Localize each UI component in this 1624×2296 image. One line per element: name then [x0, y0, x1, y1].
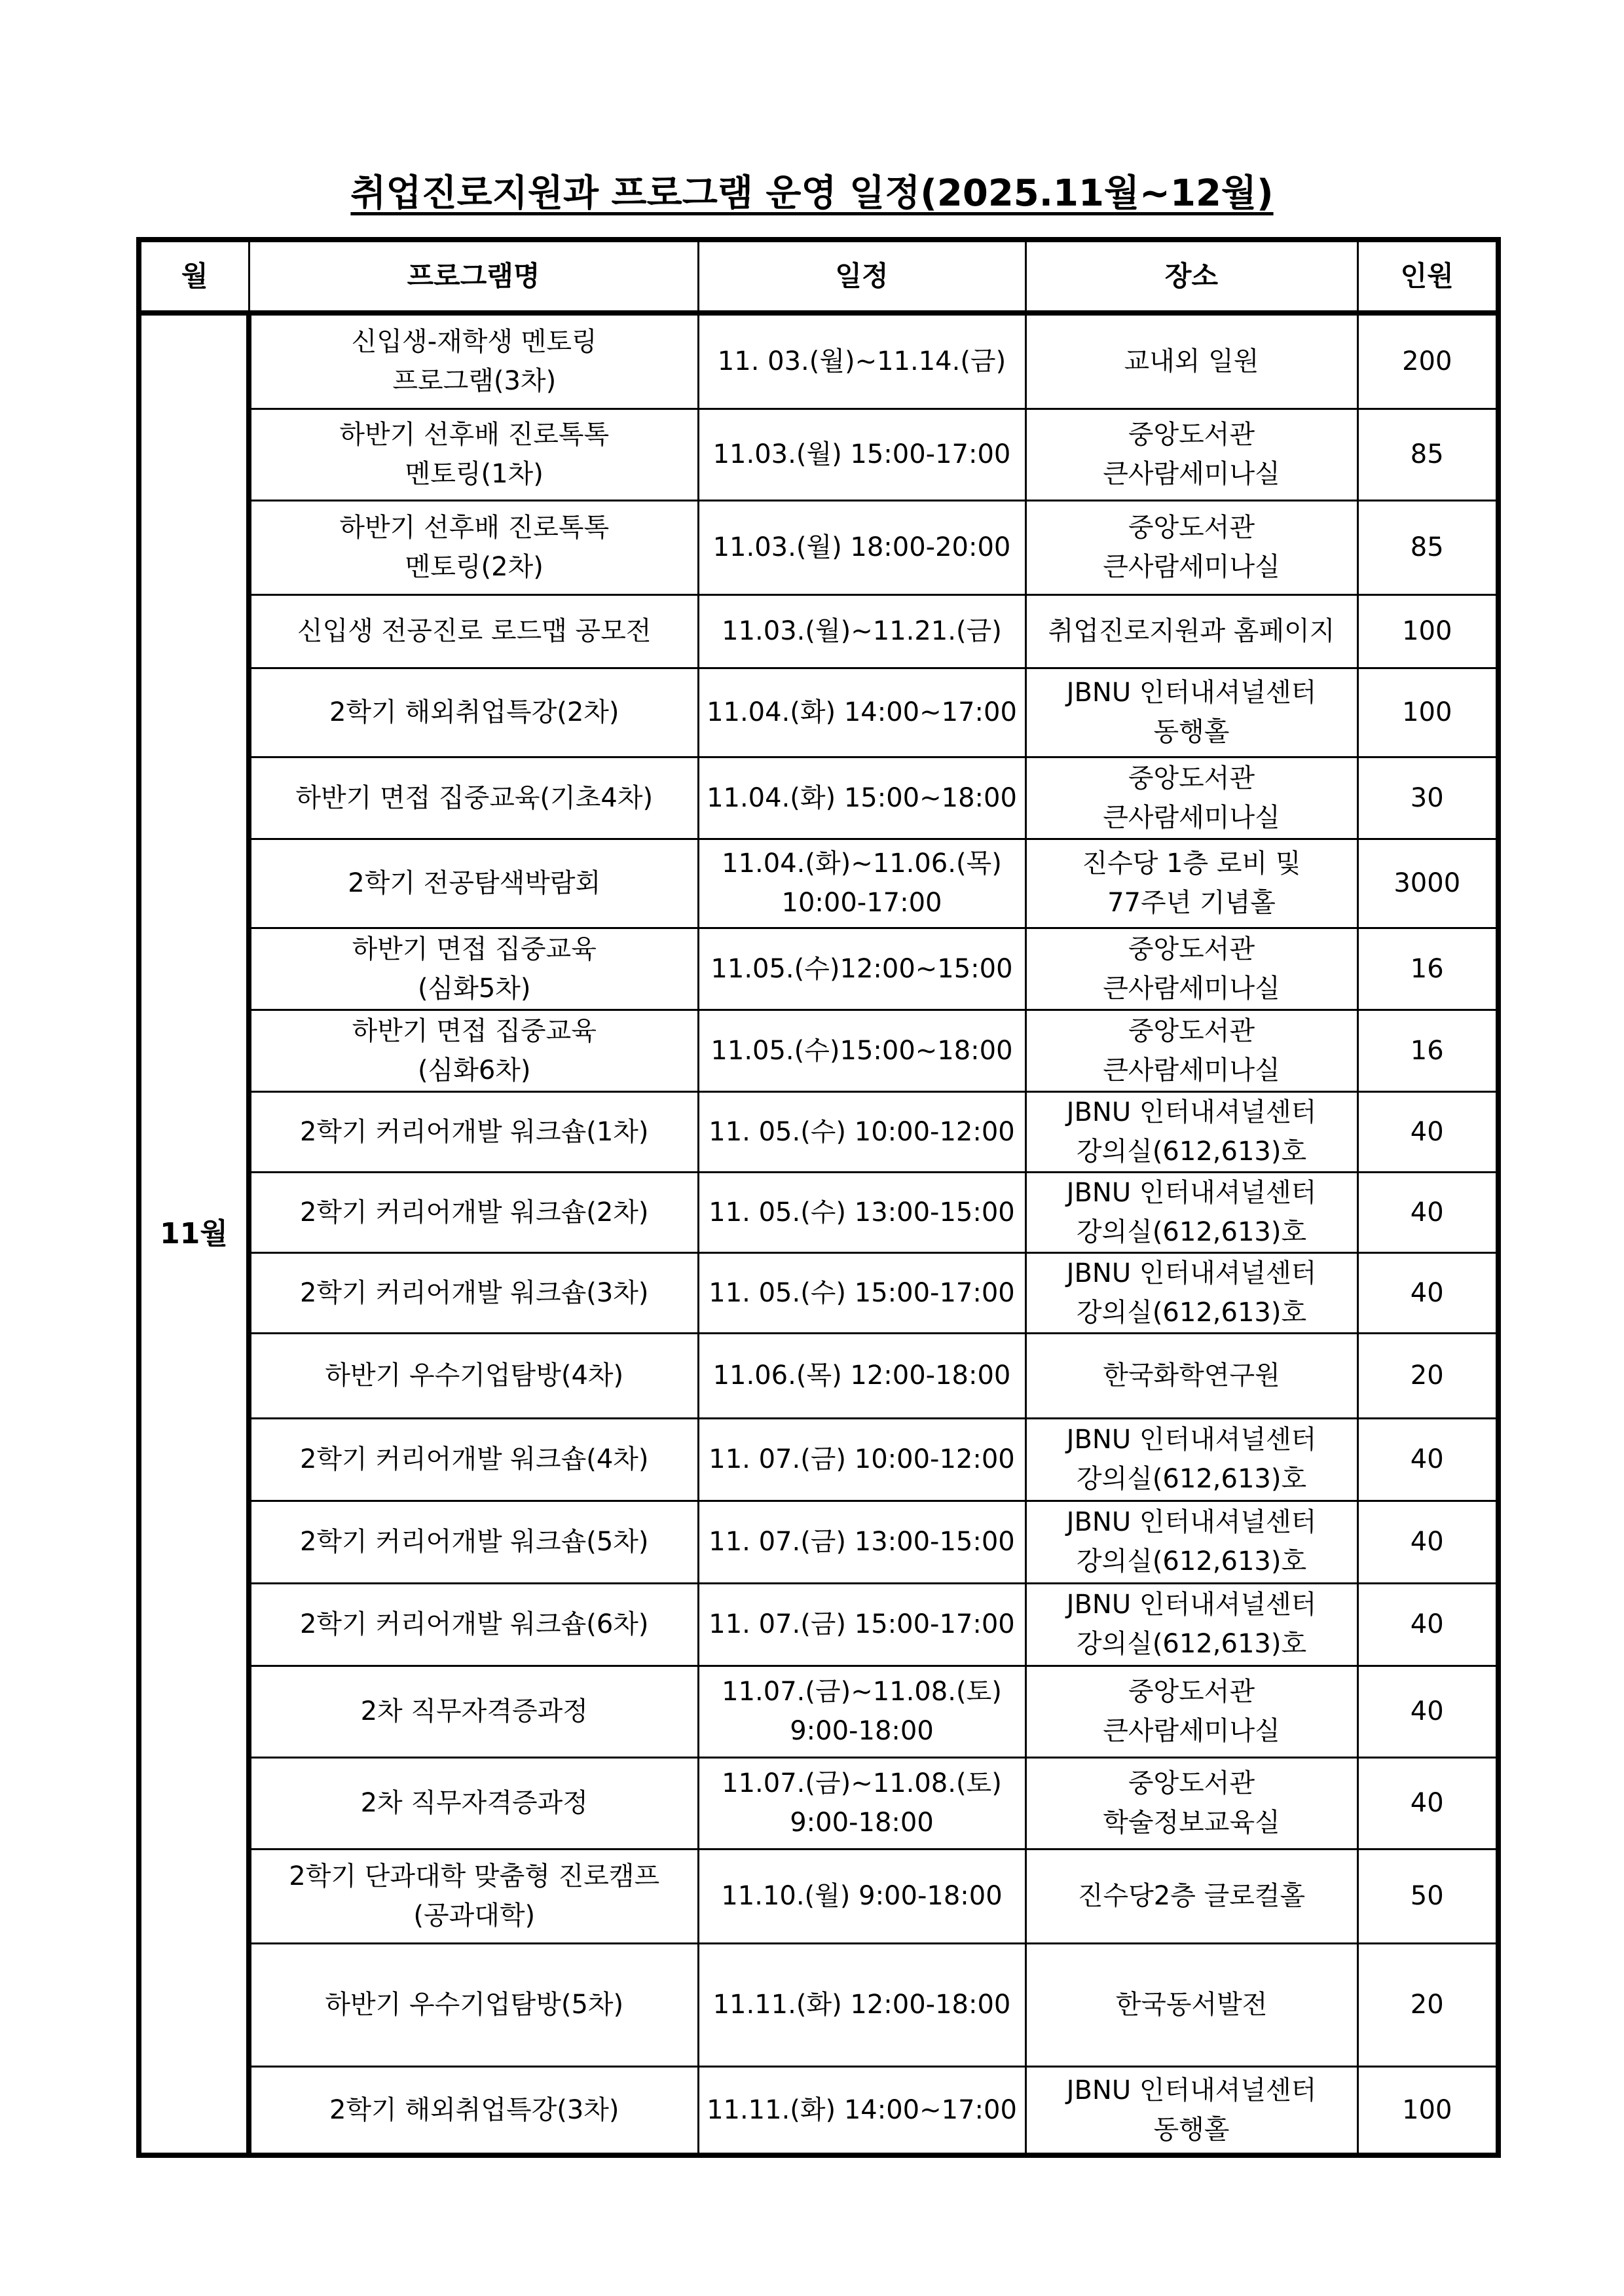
- table-row: [139, 1418, 1498, 1501]
- program-name: 2차 직무자격증과정: [249, 1666, 698, 1757]
- program-name: 2학기 해외취업특강(3차): [249, 2066, 698, 2155]
- schedule-cell: 11.03.(월) 15:00-17:00: [698, 409, 1025, 500]
- table-row: [139, 594, 1498, 668]
- program-name: 2학기 단과대학 맞춤형 진로캠프 (공과대학): [249, 1849, 698, 1943]
- header-program: 프로그램명: [249, 240, 698, 313]
- count-cell: 16: [1357, 928, 1498, 1010]
- page-title: 취업진로지원과 프로그램 운영 일정(2025.11월~12월): [350, 172, 1274, 215]
- count-cell: 16: [1357, 1010, 1498, 1091]
- count-cell: 100: [1357, 594, 1498, 668]
- program-name: 2학기 커리어개발 워크숍(2차): [249, 1172, 698, 1252]
- table-row: [139, 668, 1498, 757]
- table-row: [139, 313, 1498, 409]
- place-cell: JBNU 인터내셔널센터 강의실(612,613)호: [1025, 1252, 1357, 1333]
- count-cell: 40: [1357, 1418, 1498, 1501]
- schedule-cell: 11.03.(월) 18:00-20:00: [698, 500, 1025, 594]
- schedule-cell: 11.05.(수)15:00~18:00: [698, 1010, 1025, 1091]
- program-name: 신입생 전공진로 로드맵 공모전: [249, 594, 698, 668]
- program-name: 하반기 면접 집중교육 (심화5차): [249, 928, 698, 1010]
- table-row: [139, 1172, 1498, 1252]
- schedule-cell: 11. 07.(금) 15:00-17:00: [698, 1583, 1025, 1666]
- program-name: 2차 직무자격증과정: [249, 1757, 698, 1849]
- count-cell: 40: [1357, 1091, 1498, 1172]
- place-cell: 중앙도서관 큰사람세미나실: [1025, 409, 1357, 500]
- table-header-row: [139, 240, 1498, 313]
- place-cell: 한국화학연구원: [1025, 1333, 1357, 1418]
- place-cell: 중앙도서관 큰사람세미나실: [1025, 1010, 1357, 1091]
- table-row: [139, 1252, 1498, 1333]
- place-cell: 진수당 1층 로비 및 77주년 기념홀: [1025, 839, 1357, 928]
- program-name: 2학기 전공탐색박람회: [249, 839, 698, 928]
- place-cell: 취업진로지원과 홈페이지: [1025, 594, 1357, 668]
- count-cell: 40: [1357, 1252, 1498, 1333]
- table-row: [139, 1333, 1498, 1418]
- table-row: [139, 1010, 1498, 1091]
- program-name: 하반기 우수기업탐방(4차): [249, 1333, 698, 1418]
- count-cell: 40: [1357, 1666, 1498, 1757]
- month-cell: 11월: [139, 313, 249, 2155]
- count-cell: 200: [1357, 313, 1498, 409]
- schedule-cell: 11.04.(화) 14:00~17:00: [698, 668, 1025, 757]
- program-name: 2학기 커리어개발 워크숍(3차): [249, 1252, 698, 1333]
- header-month: 월: [139, 240, 249, 313]
- place-cell: JBNU 인터내셔널센터 동행홀: [1025, 668, 1357, 757]
- table-row: [139, 928, 1498, 1010]
- count-cell: 85: [1357, 409, 1498, 500]
- schedule-cell: 11.04.(화)~11.06.(목) 10:00-17:00: [698, 839, 1025, 928]
- count-cell: 40: [1357, 1501, 1498, 1583]
- program-name: 신입생-재학생 멘토링 프로그램(3차): [249, 313, 698, 409]
- program-name: 2학기 커리어개발 워크숍(4차): [249, 1418, 698, 1501]
- place-cell: 중앙도서관 큰사람세미나실: [1025, 1666, 1357, 1757]
- table-row: [139, 839, 1498, 928]
- header-count: 인원: [1357, 240, 1498, 313]
- schedule-cell: 11.03.(월)~11.21.(금): [698, 594, 1025, 668]
- place-cell: JBNU 인터내셔널센터 강의실(612,613)호: [1025, 1501, 1357, 1583]
- schedule-cell: 11.05.(수)12:00~15:00: [698, 928, 1025, 1010]
- place-cell: 교내외 일원: [1025, 313, 1357, 409]
- place-cell: 중앙도서관 큰사람세미나실: [1025, 757, 1357, 839]
- table-row: [139, 1501, 1498, 1583]
- count-cell: 50: [1357, 1849, 1498, 1943]
- schedule-cell: 11.07.(금)~11.08.(토) 9:00-18:00: [698, 1666, 1025, 1757]
- schedule-cell: 11.11.(화) 12:00-18:00: [698, 1943, 1025, 2066]
- place-cell: JBNU 인터내셔널센터 동행홀: [1025, 2066, 1357, 2155]
- count-cell: 100: [1357, 668, 1498, 757]
- program-name: 하반기 면접 집중교육(기초4차): [249, 757, 698, 839]
- table-row: [139, 1666, 1498, 1757]
- program-name: 2학기 커리어개발 워크숍(6차): [249, 1583, 698, 1666]
- header-place: 장소: [1025, 240, 1357, 313]
- place-cell: JBNU 인터내셔널센터 강의실(612,613)호: [1025, 1091, 1357, 1172]
- table-row: [139, 1091, 1498, 1172]
- header-schedule: 일정: [698, 240, 1025, 313]
- schedule-cell: 11.10.(월) 9:00-18:00: [698, 1849, 1025, 1943]
- place-cell: 중앙도서관 큰사람세미나실: [1025, 500, 1357, 594]
- count-cell: 30: [1357, 757, 1498, 839]
- count-cell: 3000: [1357, 839, 1498, 928]
- schedule-table: [136, 237, 1501, 2158]
- program-name: 2학기 해외취업특강(2차): [249, 668, 698, 757]
- schedule-cell: 11. 05.(수) 13:00-15:00: [698, 1172, 1025, 1252]
- place-cell: 진수당2층 글로컬홀: [1025, 1849, 1357, 1943]
- program-name: 2학기 커리어개발 워크숍(5차): [249, 1501, 698, 1583]
- schedule-cell: 11.04.(화) 15:00~18:00: [698, 757, 1025, 839]
- table-row: [139, 500, 1498, 594]
- count-cell: 100: [1357, 2066, 1498, 2155]
- table-row: [139, 757, 1498, 839]
- count-cell: 85: [1357, 500, 1498, 594]
- count-cell: 20: [1357, 1943, 1498, 2066]
- table-row: [139, 2066, 1498, 2155]
- schedule-cell: 11. 07.(금) 10:00-12:00: [698, 1418, 1025, 1501]
- place-cell: 중앙도서관 큰사람세미나실: [1025, 928, 1357, 1010]
- count-cell: 40: [1357, 1172, 1498, 1252]
- place-cell: JBNU 인터내셔널센터 강의실(612,613)호: [1025, 1583, 1357, 1666]
- schedule-cell: 11.07.(금)~11.08.(토) 9:00-18:00: [698, 1757, 1025, 1849]
- schedule-cell: 11. 03.(월)~11.14.(금): [698, 313, 1025, 409]
- place-cell: JBNU 인터내셔널센터 강의실(612,613)호: [1025, 1172, 1357, 1252]
- table-row: [139, 1757, 1498, 1849]
- schedule-cell: 11. 05.(수) 15:00-17:00: [698, 1252, 1025, 1333]
- count-cell: 20: [1357, 1333, 1498, 1418]
- program-name: 하반기 우수기업탐방(5차): [249, 1943, 698, 2066]
- program-name: 하반기 선후배 진로톡톡 멘토링(2차): [249, 500, 698, 594]
- schedule-cell: 11.11.(화) 14:00~17:00: [698, 2066, 1025, 2155]
- table-row: [139, 1583, 1498, 1666]
- table-row: [139, 409, 1498, 500]
- count-cell: 40: [1357, 1757, 1498, 1849]
- place-cell: JBNU 인터내셔널센터 강의실(612,613)호: [1025, 1418, 1357, 1501]
- schedule-cell: 11. 07.(금) 13:00-15:00: [698, 1501, 1025, 1583]
- schedule-cell: 11.06.(목) 12:00-18:00: [698, 1333, 1025, 1418]
- program-name: 2학기 커리어개발 워크숍(1차): [249, 1091, 698, 1172]
- table-row: [139, 1849, 1498, 1943]
- table-row: [139, 1943, 1498, 2066]
- schedule-cell: 11. 05.(수) 10:00-12:00: [698, 1091, 1025, 1172]
- program-name: 하반기 면접 집중교육 (심화6차): [249, 1010, 698, 1091]
- place-cell: 중앙도서관 학술정보교육실: [1025, 1757, 1357, 1849]
- program-name: 하반기 선후배 진로톡톡 멘토링(1차): [249, 409, 698, 500]
- count-cell: 40: [1357, 1583, 1498, 1666]
- place-cell: 한국동서발전: [1025, 1943, 1357, 2066]
